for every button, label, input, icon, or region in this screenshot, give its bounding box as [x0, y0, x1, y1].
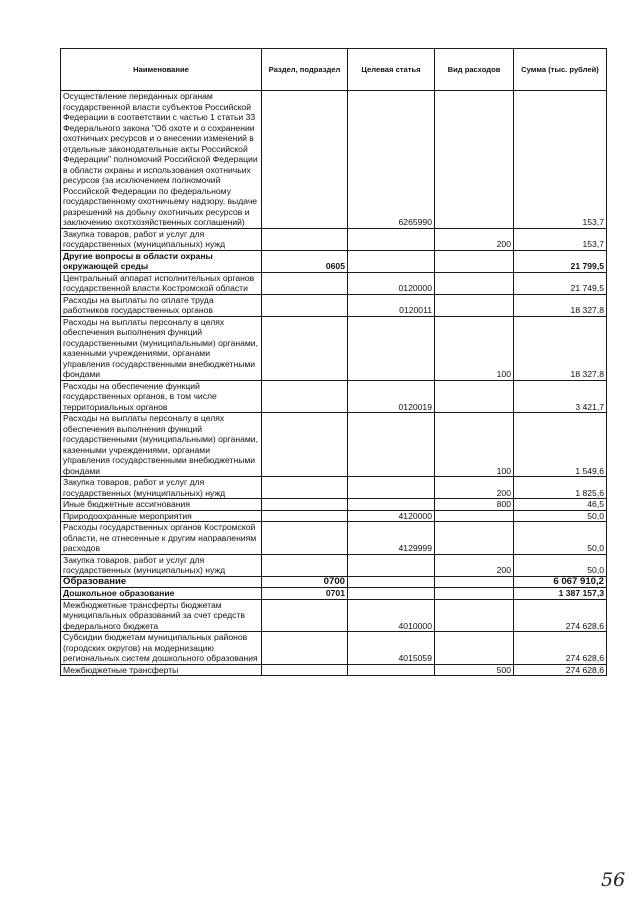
cell-name: Межбюджетные трансферты — [61, 664, 262, 676]
cell-name: Природоохранные мероприятия — [61, 510, 262, 522]
cell-amount: 46,5 — [514, 499, 607, 511]
cell-type — [435, 588, 514, 600]
cell-amount: 1 549,6 — [514, 413, 607, 477]
cell-amount: 274 628,6 — [514, 632, 607, 665]
cell-target — [348, 554, 435, 576]
cell-target: 4129999 — [348, 522, 435, 555]
cell-section — [262, 664, 348, 676]
cell-name: Образование — [61, 576, 262, 588]
cell-target: 4010000 — [348, 599, 435, 632]
cell-type — [435, 250, 514, 272]
cell-target — [348, 588, 435, 600]
table-body — [61, 91, 607, 676]
header-target: Целевая статья — [348, 49, 435, 91]
table-row — [61, 91, 607, 229]
cell-target: 0120011 — [348, 294, 435, 316]
cell-target — [348, 499, 435, 511]
cell-target: 0120019 — [348, 380, 435, 413]
cell-section — [262, 91, 348, 229]
table-row — [61, 499, 607, 511]
cell-name: Расходы на выплаты персоналу в целях обеспечения выполнения функций государственными (муниципальными) органами, казенными учреждениями, органами управления государственными внебюджетными фондами — [61, 413, 262, 477]
cell-type — [435, 632, 514, 665]
cell-amount: 274 628,6 — [514, 664, 607, 676]
cell-section — [262, 632, 348, 665]
cell-amount: 21 799,5 — [514, 250, 607, 272]
table-row — [61, 316, 607, 380]
budget-table — [60, 48, 607, 676]
cell-name: Закупка товаров, работ и услуг для государственных (муниципальных) нужд — [61, 554, 262, 576]
cell-type: 100 — [435, 413, 514, 477]
cell-section — [262, 477, 348, 499]
cell-target: 4015059 — [348, 632, 435, 665]
cell-section — [262, 499, 348, 511]
header-name: Наименование — [61, 49, 262, 91]
cell-section — [262, 554, 348, 576]
header-type: Вид расходов — [435, 49, 514, 91]
cell-type — [435, 522, 514, 555]
cell-name: Межбюджетные трансферты бюджетам муниципальных образований за счет средств федерального бюджета — [61, 599, 262, 632]
table-row — [61, 664, 607, 676]
cell-section — [262, 380, 348, 413]
cell-name: Иные бюджетные ассигнования — [61, 499, 262, 511]
cell-type: 200 — [435, 554, 514, 576]
cell-amount: 18 327,8 — [514, 316, 607, 380]
cell-target — [348, 477, 435, 499]
cell-target — [348, 250, 435, 272]
cell-amount: 274 628,6 — [514, 599, 607, 632]
cell-section — [262, 228, 348, 250]
cell-section: 0605 — [262, 250, 348, 272]
cell-section: 0700 — [262, 576, 348, 588]
cell-target: 0120000 — [348, 272, 435, 294]
cell-type: 100 — [435, 316, 514, 380]
table-row — [61, 477, 607, 499]
table-row — [61, 632, 607, 665]
cell-type — [435, 272, 514, 294]
cell-section: 0701 — [262, 588, 348, 600]
table-row — [61, 380, 607, 413]
cell-target: 4120000 — [348, 510, 435, 522]
cell-type: 500 — [435, 664, 514, 676]
cell-type — [435, 599, 514, 632]
table-row — [61, 554, 607, 576]
cell-section — [262, 294, 348, 316]
table-header-row — [61, 49, 607, 91]
cell-section — [262, 272, 348, 294]
cell-name: Закупка товаров, работ и услуг для государственных (муниципальных) нужд — [61, 477, 262, 499]
cell-amount: 153,7 — [514, 91, 607, 229]
cell-amount: 50,0 — [514, 522, 607, 555]
cell-target — [348, 413, 435, 477]
cell-name: Расходы на выплаты персоналу в целях обеспечения выполнения функций государственными (муниципальными) органами, казенными учреждениями, органами управления государственными внебюджетными фондами — [61, 316, 262, 380]
cell-type — [435, 510, 514, 522]
cell-section — [262, 316, 348, 380]
cell-target — [348, 228, 435, 250]
cell-target — [348, 576, 435, 588]
table-row — [61, 294, 607, 316]
cell-amount: 21 749,5 — [514, 272, 607, 294]
cell-name: Осуществление переданных органам государственной власти субъектов Российской Федерации в соответствии с частью 1 статьи 33 Федерального закона "Об охоте и о сохранении охотничьих ресурсов и о внесении изменений в отдельные законодательные акты Российской Федерации" полномочий Российской Федерации в области охраны и использования охотничьих ресурсов (за исключением полномочий Российской Федерации по федеральному государственному охотничьему надзору, выдаче разрешений на добычу охотничьих ресурсов и заключению охотхозяйственных соглашений) — [61, 91, 262, 229]
cell-section — [262, 413, 348, 477]
cell-name: Расходы на выплаты по оплате труда работников государственных органов — [61, 294, 262, 316]
cell-type: 200 — [435, 477, 514, 499]
table-row — [61, 272, 607, 294]
cell-name: Закупка товаров, работ и услуг для государственных (муниципальных) нужд — [61, 228, 262, 250]
table-row — [61, 510, 607, 522]
table-row — [61, 599, 607, 632]
table-row — [61, 588, 607, 600]
table-row — [61, 576, 607, 588]
cell-type — [435, 380, 514, 413]
cell-type: 200 — [435, 228, 514, 250]
cell-target: 6265990 — [348, 91, 435, 229]
cell-target — [348, 664, 435, 676]
cell-type — [435, 91, 514, 229]
table-row — [61, 522, 607, 555]
cell-section — [262, 510, 348, 522]
cell-name: Расходы государственных органов Костромской области, не отнесенные к другим направлениям расходов — [61, 522, 262, 555]
cell-amount: 50,0 — [514, 510, 607, 522]
table-row — [61, 250, 607, 272]
cell-name: Другие вопросы в области охраны окружающей среды — [61, 250, 262, 272]
cell-name: Дошкольное образование — [61, 588, 262, 600]
cell-type: 800 — [435, 499, 514, 511]
cell-amount: 18 327,8 — [514, 294, 607, 316]
cell-type — [435, 294, 514, 316]
cell-amount: 1 825,6 — [514, 477, 607, 499]
table-row — [61, 413, 607, 477]
header-section: Раздел, подраздел — [262, 49, 348, 91]
table-row — [61, 228, 607, 250]
cell-amount: 153,7 — [514, 228, 607, 250]
cell-target — [348, 316, 435, 380]
cell-name: Субсидии бюджетам муниципальных районов (городских округов) на модернизацию региональных систем дошкольного образования — [61, 632, 262, 665]
cell-section — [262, 599, 348, 632]
cell-amount: 3 421,7 — [514, 380, 607, 413]
cell-amount: 6 067 910,2 — [514, 576, 607, 588]
cell-amount: 50,0 — [514, 554, 607, 576]
cell-amount: 1 387 157,3 — [514, 588, 607, 600]
header-amount: Сумма (тыс. рублей) — [514, 49, 607, 91]
cell-name: Расходы на обеспечение функций государственных органов, в том числе территориальных органов — [61, 380, 262, 413]
cell-section — [262, 522, 348, 555]
page-number: 56 — [601, 869, 626, 891]
cell-name: Центральный аппарат исполнительных органов государственной власти Костромской области — [61, 272, 262, 294]
cell-type — [435, 576, 514, 588]
